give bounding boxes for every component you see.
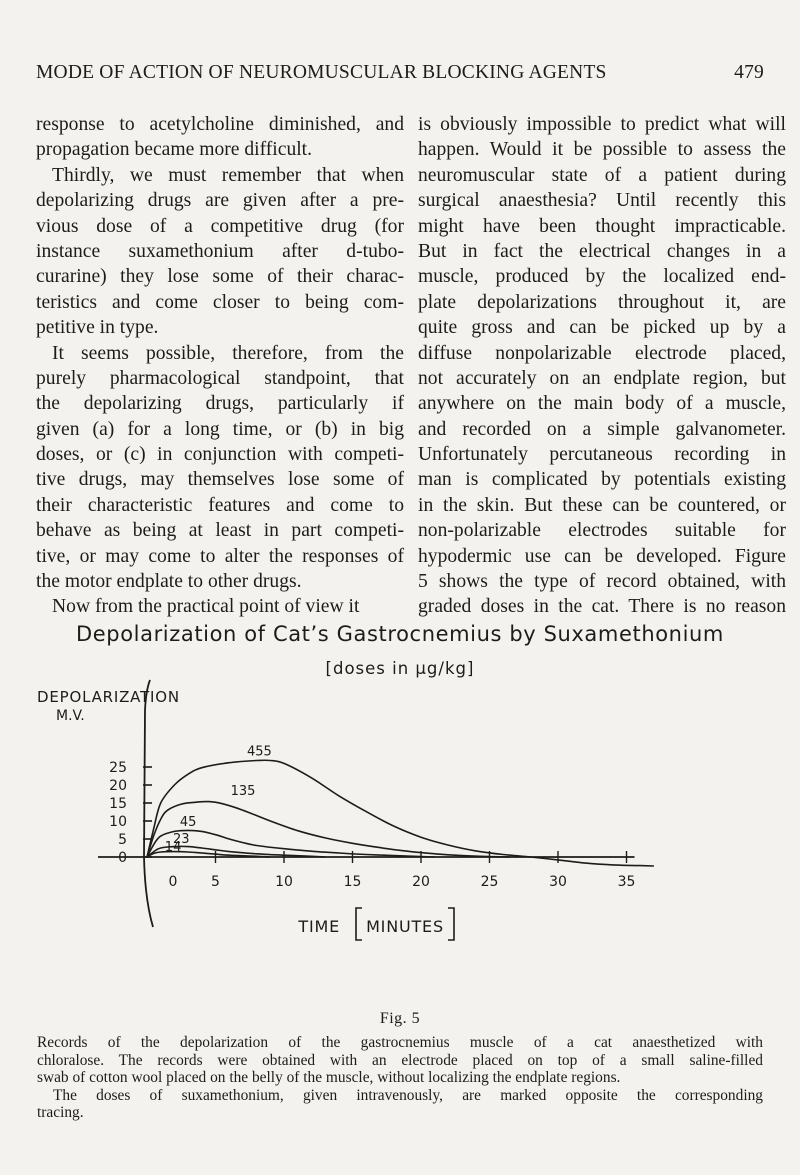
body-left-column bbox=[36, 112, 404, 620]
text-line: not accurately on an endplate region, but bbox=[418, 367, 786, 389]
text-line: instance suxamethonium after d-tubo- bbox=[36, 240, 404, 262]
x-tick-label: 10 bbox=[275, 874, 293, 890]
figure-5 bbox=[0, 600, 800, 960]
text-line: tive, or may come to alter the responses of bbox=[36, 545, 404, 567]
x-tick-label: 30 bbox=[549, 874, 567, 890]
x-tick-label: 15 bbox=[343, 874, 362, 890]
text-line: the motor endplate to other drugs. bbox=[36, 571, 302, 593]
x-tick-label: 35 bbox=[617, 874, 636, 890]
series-line-45 bbox=[147, 830, 435, 857]
text-line: teristics and come closer to being com- bbox=[36, 291, 404, 313]
text-line: hypodermic use can be developed. Figure bbox=[418, 545, 786, 567]
y-tick-label: 20 bbox=[109, 778, 127, 794]
series-label-455: 455 bbox=[247, 744, 272, 760]
text-line: purely pharmacological standpoint, that bbox=[36, 367, 404, 389]
figure-label: Fig. 5 bbox=[379, 1010, 421, 1027]
text-line: surgical anaesthesia? Until recently this bbox=[418, 190, 786, 212]
text-line: and recorded on a simple galvanometer. bbox=[418, 418, 786, 440]
x-tick-label: 25 bbox=[480, 874, 499, 890]
x-unit-bracket-right bbox=[448, 908, 454, 940]
y-tick-label: 5 bbox=[118, 832, 127, 848]
series-label-45: 45 bbox=[179, 815, 197, 831]
x-axis-unit: MINUTES bbox=[366, 917, 444, 936]
depolarization-chart bbox=[0, 600, 800, 960]
text-line: vious dose of a competitive drug (for bbox=[36, 215, 404, 237]
caption-line: The doses of suxamethonium, given intravenously, are marked opposite the corresponding bbox=[53, 1086, 763, 1104]
text-line: curarine) they lose some of their charac- bbox=[36, 266, 404, 288]
x-axis-label: TIME bbox=[298, 917, 340, 936]
text-line: Thirdly, we must remember that when bbox=[52, 164, 404, 186]
x-unit-bracket-left bbox=[356, 908, 362, 940]
caption-line: swab of cotton wool placed on the belly of the muscle, without localizing the endplate regions. bbox=[37, 1069, 621, 1087]
text-line: might have been thought impracticable. bbox=[418, 215, 786, 237]
text-line: 5 shows the type of record obtained, with bbox=[418, 571, 786, 593]
x-tick-label: 5 bbox=[211, 874, 220, 890]
y-tick-label: 15 bbox=[109, 796, 127, 812]
text-line: their characteristic features and come to bbox=[36, 494, 404, 516]
text-line: response to acetylcholine diminished, and bbox=[36, 114, 404, 135]
x-tick-label: 0 bbox=[168, 874, 178, 890]
figure-caption bbox=[37, 1034, 763, 1122]
text-line: happen. Would it be possible to assess the bbox=[418, 139, 786, 161]
text-line: quite gross and can be picked up by a bbox=[418, 317, 786, 339]
page-number: 479 bbox=[734, 62, 764, 83]
y-tick-label: 10 bbox=[109, 814, 127, 830]
caption-line: tracing. bbox=[37, 1104, 84, 1122]
series-label-23: 23 bbox=[173, 831, 190, 847]
caption-line: chloralose. The records were obtained with an electrode placed on top of a small saline-filled bbox=[37, 1051, 763, 1069]
text-line: But in fact the electrical changes in a bbox=[418, 240, 786, 262]
y-axis-unit: M.V. bbox=[56, 708, 85, 724]
text-line: the depolarizing drugs, particularly if bbox=[36, 393, 404, 415]
y-tick-label: 0 bbox=[118, 850, 127, 866]
text-line: behave as being at least in part competi- bbox=[36, 520, 404, 542]
text-line: in the skin. But these can be countered, or bbox=[418, 494, 786, 516]
text-line: Now from the practical point of view it bbox=[52, 596, 360, 618]
running-head bbox=[36, 62, 764, 86]
text-line: given (a) for a long time, or (b) in big bbox=[36, 418, 404, 440]
text-line: man is complicated by potentials existing bbox=[418, 469, 786, 491]
y-tick-label: 25 bbox=[109, 760, 127, 776]
text-line: depolarizing drugs are given after a pre- bbox=[36, 190, 404, 212]
text-line: is obviously impossible to predict what will bbox=[418, 114, 786, 135]
text-line: muscle, produced by the localized end- bbox=[418, 266, 786, 288]
body-right-column bbox=[418, 112, 786, 620]
text-line: non-polarizable electrodes suitable for bbox=[418, 520, 786, 542]
text-line: Unfortunately percutaneous recording in bbox=[418, 444, 786, 466]
text-line: diffuse nonpolarizable electrode placed, bbox=[418, 342, 786, 364]
chart-subtitle: [doses in µg/kg] bbox=[325, 659, 475, 678]
chart-title: Depolarization of Cat’s Gastrocnemius by Suxamethonium bbox=[76, 622, 724, 646]
text-line: graded doses in the cat. There is no reason bbox=[418, 596, 786, 618]
series-label-135: 135 bbox=[230, 784, 256, 800]
caption-line: Records of the depolarization of the gastrocnemius muscle of a cat anaesthetized with bbox=[37, 1034, 763, 1051]
text-line: propagation became more difficult. bbox=[36, 139, 313, 161]
text-line: neuromuscular state of a patient during bbox=[418, 164, 786, 186]
running-title: MODE OF ACTION OF NEUROMUSCULAR BLOCKING AGENTS bbox=[36, 62, 607, 83]
x-tick-label: 20 bbox=[412, 874, 430, 890]
text-line: anywhere on the main body of a muscle, bbox=[418, 393, 786, 415]
text-line: It seems possible, therefore, from the bbox=[52, 342, 404, 364]
text-line: doses, or (c) in conjunction with competi- bbox=[36, 444, 404, 466]
text-line: plate depolarizations throughout it, are bbox=[418, 291, 786, 313]
text-line: petitive in type. bbox=[36, 317, 159, 339]
text-line: tive drugs, may themselves lose some of bbox=[36, 469, 404, 491]
y-axis-label: DEPOLARIZATION bbox=[37, 688, 180, 706]
series-label-14: 14 bbox=[164, 839, 182, 855]
